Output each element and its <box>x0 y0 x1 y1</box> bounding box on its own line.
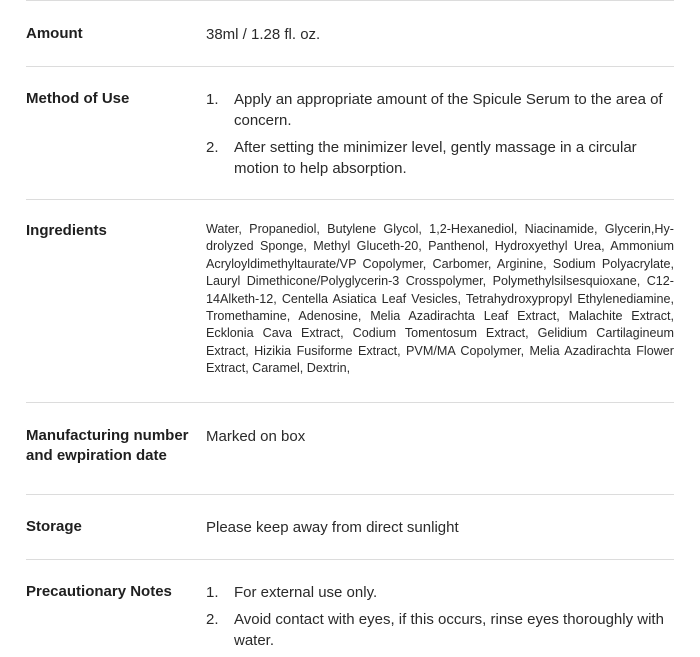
section-divider <box>26 559 674 560</box>
section-divider <box>26 402 674 403</box>
section-divider <box>26 494 674 495</box>
list-item <box>206 582 674 603</box>
manufacturing-label: Manufacturing number and ewpiration date <box>26 427 189 464</box>
ingredients-text: Water, Propanediol, Butylene Glycol, 1,2-Hexanediol, Niacinamide, Glycerin,Hydrolyzed Sponge, Methyl Gluceth-20, Panthenol, Hydroxyethyl Urea, Ammonium Acryloyldimethyltaurate/VP Copolymer, Carbomer, Arginine, Sodium Polyacrylate, Lauryl Dimethicone/Polyglycerin-3 Crosspolymer, Polymethylsilsesquioxane, C12-14Alketh-12, Centella Asiatica Leaf Vesicles, Tetrahydroxypropyl Ethylenediamine, Tromethamine, Adenosine, Melia Azadirachta Leaf Extract, Malachite Extract, Ecklonia Cava Extract, Codium Tomentosum Extract, Gelidium Cartilagineum Extract, Hizikia Fusiforme Extract, PVM/MA Copolymer, Melia Azadirachta Flower Extract, Caramel, Dextrin, <box>206 222 674 376</box>
section-divider <box>26 66 674 67</box>
step-number: 2. <box>206 611 219 628</box>
amount-value: 38ml / 1.28 fl. oz. <box>206 26 321 43</box>
list-item <box>206 137 674 179</box>
ingredients-label: Ingredients <box>26 222 107 239</box>
section-divider <box>26 0 674 1</box>
storage-value: Please keep away from direct sunlight <box>206 519 459 536</box>
step-text: Apply an appropriate amount of the Spicule Serum to the area of concern. <box>234 91 663 129</box>
precautionary-notes-label: Precautionary Notes <box>26 583 172 600</box>
step-number: 2. <box>206 139 219 156</box>
amount-label: Amount <box>26 25 83 42</box>
step-text: For external use only. <box>234 584 378 601</box>
step-number: 1. <box>206 584 219 601</box>
section-divider <box>26 199 674 200</box>
step-text: Avoid contact with eyes, if this occurs, rinse eyes thoroughly with water. <box>234 611 664 649</box>
method-of-use-steps <box>206 89 674 185</box>
method-of-use-label: Method of Use <box>26 90 130 107</box>
list-item <box>206 609 674 651</box>
step-text: After setting the minimizer level, gently massage in a circular motion to help absorption. <box>234 139 637 177</box>
list-item <box>206 89 674 131</box>
precautionary-notes-steps <box>206 582 674 657</box>
step-number: 1. <box>206 91 219 108</box>
storage-label: Storage <box>26 518 82 535</box>
manufacturing-value: Marked on box <box>206 428 306 445</box>
